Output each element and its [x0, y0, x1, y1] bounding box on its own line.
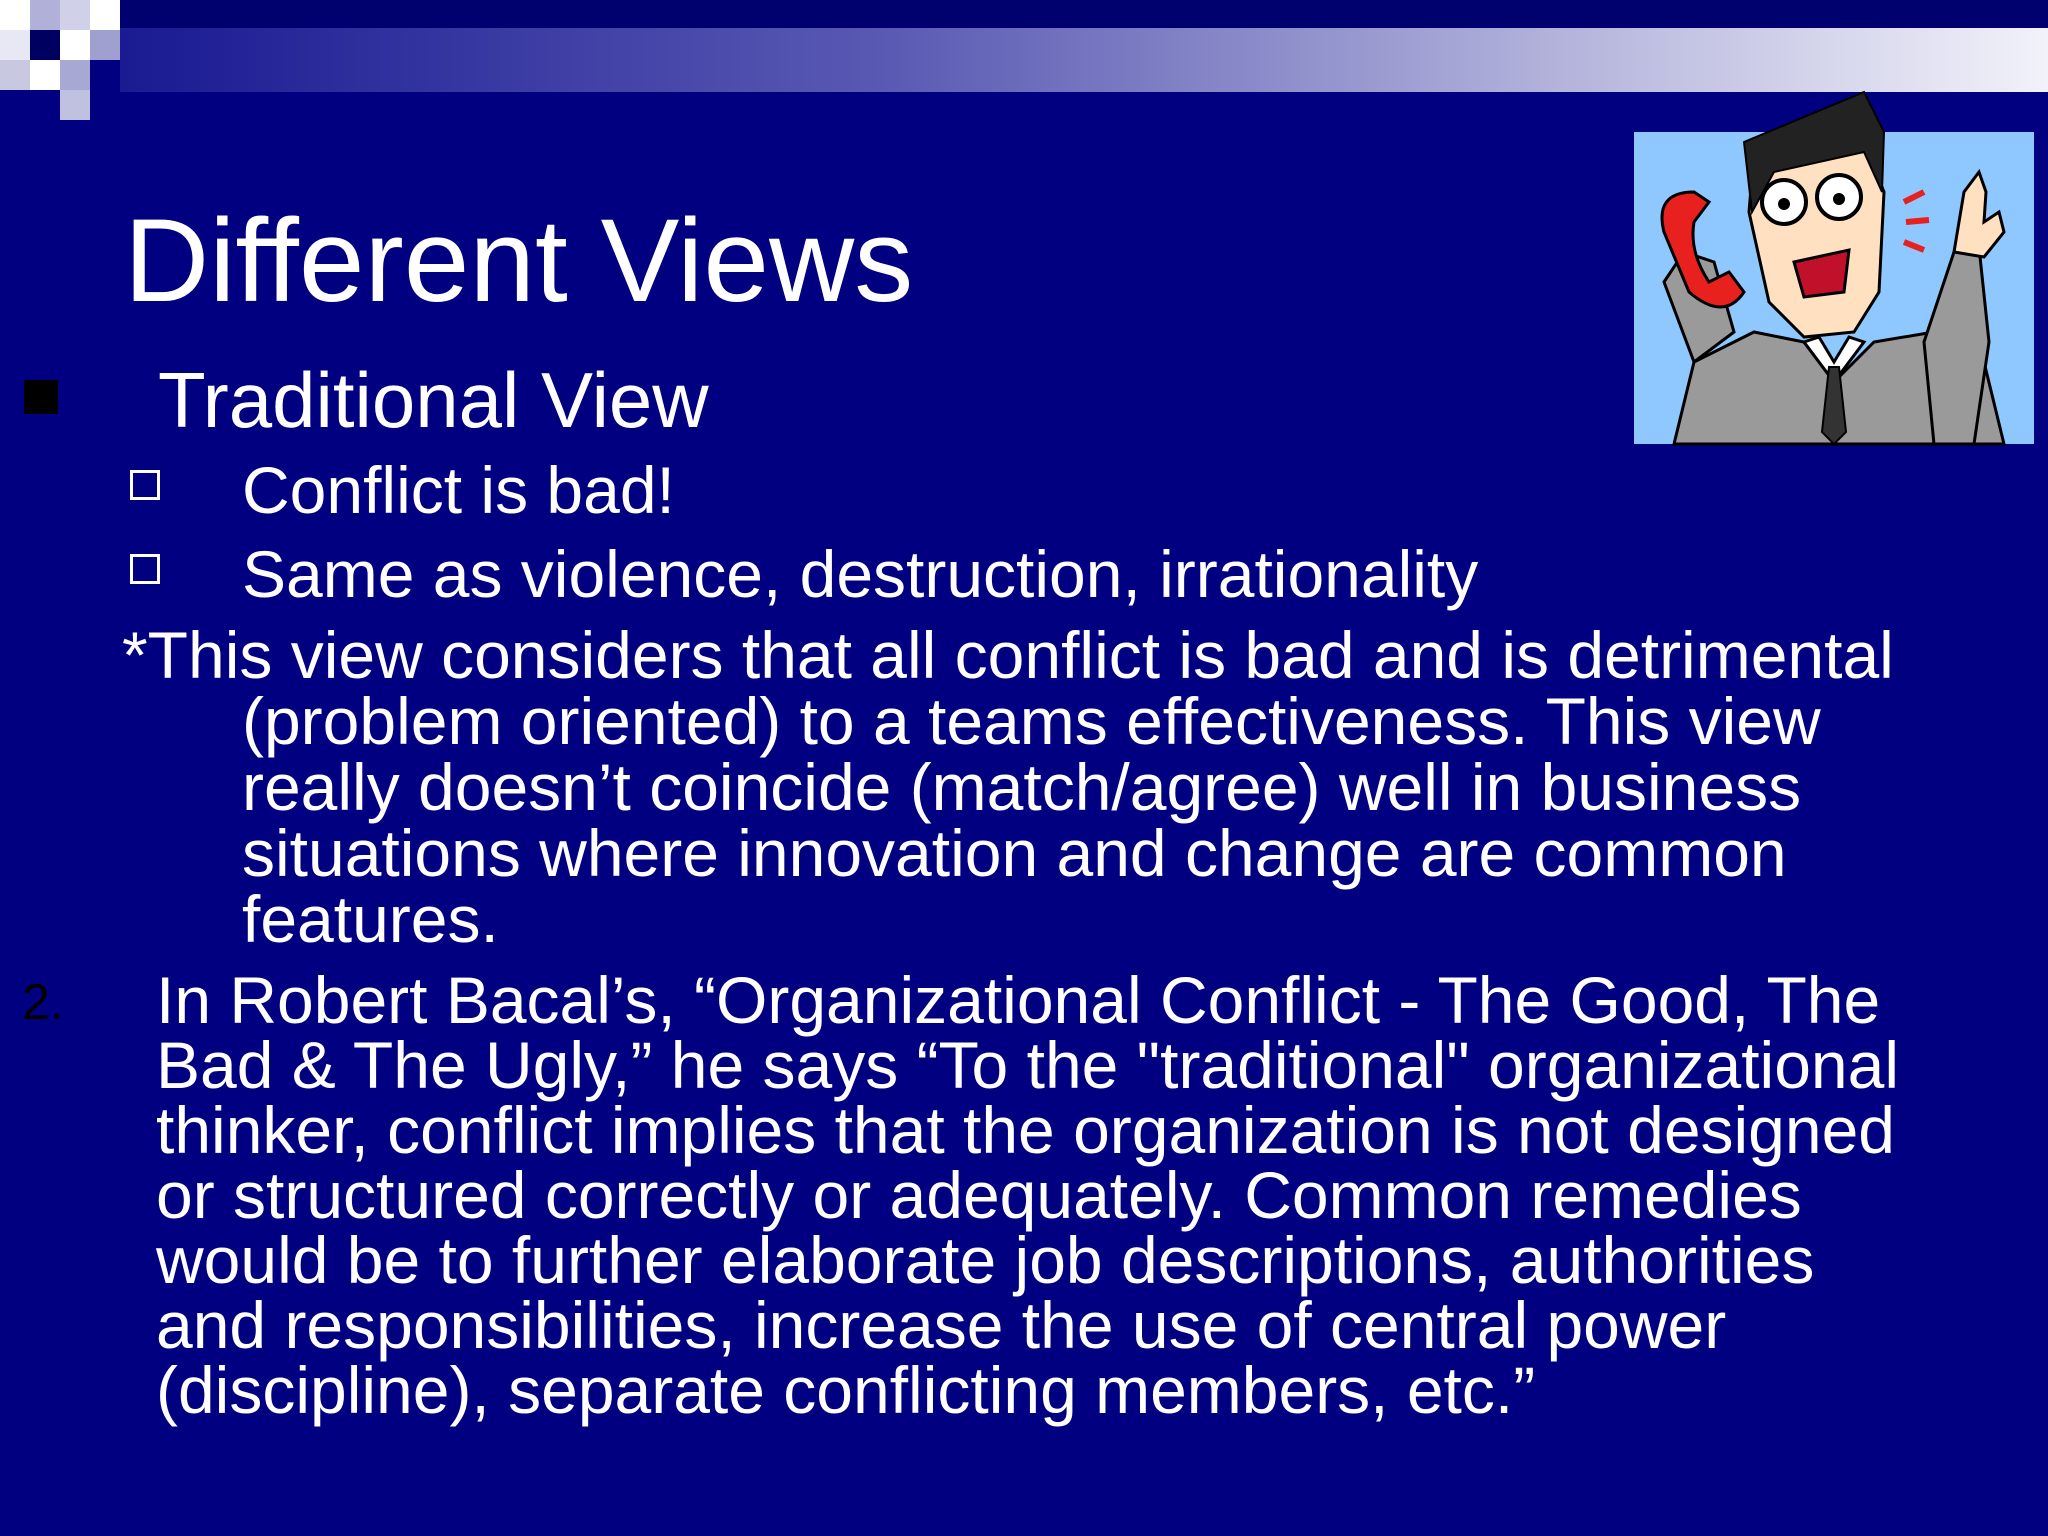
hollow-square-bullet-icon: [130, 470, 160, 500]
note-line: *This view considers that all conflict is bad and is detrimental: [122, 618, 1894, 692]
quote-line: or structured correctly or adequately. Common remedies: [156, 1158, 1802, 1232]
quote-paragraph: [156, 963, 2036, 1427]
angry-man-on-phone-icon: [1634, 132, 2034, 444]
bullet-traditional-view: Traditional View: [158, 356, 709, 444]
list-number: 2.: [22, 974, 64, 1030]
slide-title: Different Views: [124, 195, 914, 327]
hollow-square-bullet-icon: [130, 554, 160, 584]
quote-line: In Robert Bacal’s, “Organizational Conflict - The Good, The: [156, 963, 1881, 1037]
sub-bullet-violence: Same as violence, destruction, irrationality: [242, 537, 1479, 611]
quote-line: Bad & The Ugly,” he says “To the "traditional" organizational: [156, 1028, 1900, 1102]
quote-line: would be to further elaborate job descriptions, authorities: [156, 1223, 1815, 1297]
sub-bullet-conflict-bad: Conflict is bad!: [242, 453, 675, 527]
note-line: really doesn’t coincide (match/agree) well in business: [242, 750, 1802, 824]
note-line: (problem oriented) to a teams effectiveness. This view: [242, 684, 1821, 758]
square-bullet-icon: [24, 380, 58, 414]
header-band: [0, 0, 2048, 28]
quote-line: and responsibilities, increase the use of central power: [156, 1288, 1727, 1362]
note-line: features.: [242, 882, 499, 956]
quote-line: thinker, conflict implies that the organization is not designed: [156, 1093, 1896, 1167]
quote-line: (discipline), separate conflicting members, etc.”: [156, 1353, 1536, 1427]
header-gradient-bar: [120, 28, 2048, 92]
note-line: situations where innovation and change are common: [242, 816, 1787, 890]
note-paragraph: [122, 618, 2002, 956]
